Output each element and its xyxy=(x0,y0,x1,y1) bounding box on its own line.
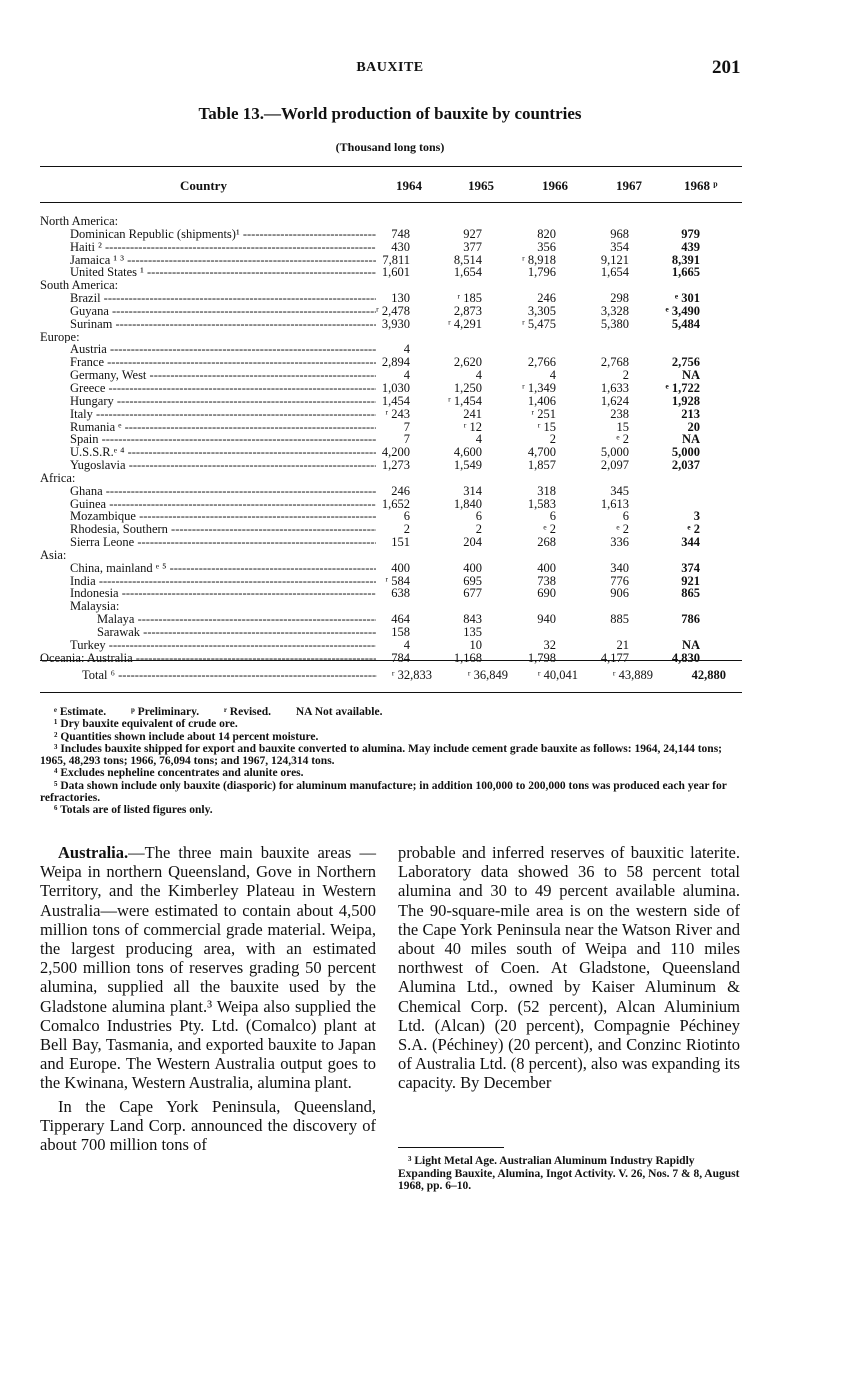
cell-1965: 8,514 xyxy=(453,252,482,267)
table-row xyxy=(40,562,742,575)
legend-na: NA Not available. xyxy=(295,706,383,718)
cell-1965: 1,840 xyxy=(453,496,482,511)
row-label: Haiti ² ----- xyxy=(70,241,376,254)
table-row xyxy=(40,228,742,241)
cell-1968: 2,037 xyxy=(671,458,700,473)
table-row xyxy=(40,587,742,600)
cell-1967: 2,768 xyxy=(600,355,629,370)
cell-1967: 15 xyxy=(616,419,629,434)
row-label: Malaysia: xyxy=(70,600,120,614)
cell-1966: 318 xyxy=(537,483,556,498)
row-label: Ghana ----- xyxy=(70,485,376,498)
section-heading: Australia. xyxy=(58,843,129,862)
column-header-country: Country xyxy=(180,178,227,193)
row-label: Yugoslavia ----- xyxy=(70,459,376,472)
cell-1965: 677 xyxy=(463,586,482,601)
cell-1967: 345 xyxy=(610,483,629,498)
cell-1968: 5,484 xyxy=(671,316,700,331)
table-row xyxy=(40,652,742,665)
cell-1965: 6 xyxy=(475,509,482,524)
cell-1966: 738 xyxy=(537,573,556,588)
row-label: Turkey ----- xyxy=(70,639,376,652)
row-label: Greece ----- xyxy=(70,382,376,395)
column-header-1968: 1968 ᵖ xyxy=(684,178,718,193)
cell-1967: 6 xyxy=(622,509,629,524)
legend-revised: ʳ Revised. xyxy=(223,706,271,718)
total-1964: ʳ 32,833 xyxy=(391,668,432,682)
cell-1966: 400 xyxy=(537,560,556,575)
row-label: Spain ----- xyxy=(70,433,376,446)
table-row xyxy=(40,536,742,549)
row-label: Italy ----- xyxy=(70,408,376,421)
cell-1966: ʳ 1,349 xyxy=(522,380,556,395)
cell-1965: ʳ 12 xyxy=(463,419,482,434)
column-header-1964: 1964 xyxy=(396,178,422,193)
cell-1964: 430 xyxy=(391,239,410,254)
page-footnote: ³ Light Metal Age. Australian Aluminum Industry Rapidly Expanding Bauxite, Alumina, Ingot Activity. V. 26, Nos. 7 & 8, August 1968, pp. 6–10. xyxy=(398,1155,740,1192)
cell-1965: 2,620 xyxy=(453,355,482,370)
cell-1965: 1,168 xyxy=(453,650,482,665)
cell-1965: 377 xyxy=(463,239,482,254)
cell-1966: ʳ 5,475 xyxy=(522,316,556,331)
cell-1964: 1,652 xyxy=(381,496,410,511)
table-footnote: ³ Includes bauxite shipped for export and bauxite converted to alumina. May include cement grade bauxite as follows: 1964, 24,144 tons; 1965, 48,293 tons; 1966, 76,094 tons; and 1967, 124,314 tons. xyxy=(40,742,723,768)
cell-1964: 4 xyxy=(403,342,410,357)
cell-1967: 238 xyxy=(610,406,629,421)
table-total-rule xyxy=(40,660,742,661)
cell-1966: 820 xyxy=(537,226,556,241)
table-header xyxy=(40,178,742,194)
table-footnote: ¹ Dry bauxite equivalent of crude ore. xyxy=(54,718,238,731)
cell-1964: 246 xyxy=(391,483,410,498)
cell-1968: 8,391 xyxy=(671,252,700,267)
table-row xyxy=(40,485,742,498)
cell-1965: 695 xyxy=(463,573,482,588)
total-1966: ʳ 40,041 xyxy=(537,668,578,682)
cell-1965: 1,250 xyxy=(453,380,482,395)
paragraph-text: —The three main bauxite areas —Weipa in northern Queensland, Gove in Northern Territory, and the Kimberley Plateau in Western Australia—were estimated to contain about 4,500 million tons of commercial grade material. Weipa, the largest producing area, with an estimated 2,500 million tons of reserves grading 50 percent alumina, supplied all the bauxite used by the Gladstone alumina plant.³ Weipa also supplied the Comalco Industries Pty. Ltd. (Comalco) plant at Bell Bay, Tasmania, and exported bauxite to Japan and Europe. The Western Australia output goes to the Kwinana, Western Australia, alumina plant. xyxy=(40,843,376,1093)
cell-1968: ᵉ 1,722 xyxy=(665,380,700,395)
cell-1964: 158 xyxy=(391,625,410,639)
table-row xyxy=(40,408,742,421)
cell-1966: 246 xyxy=(537,291,556,306)
cell-1964: 1,601 xyxy=(381,265,410,280)
table-row xyxy=(40,472,742,485)
cell-1967: ᵉ 2 xyxy=(616,522,629,537)
row-label: Asia: xyxy=(40,548,67,562)
paragraph xyxy=(398,843,740,1093)
cell-1966: 690 xyxy=(537,586,556,601)
running-head: BAUXITE xyxy=(356,60,424,75)
table-footnote: ² Quantities shown include about 14 percent moisture. xyxy=(54,730,319,743)
legend-estimate: ᵉ Estimate. xyxy=(54,706,107,718)
row-label: Sarawak ----- xyxy=(97,626,376,639)
cell-1968: ᵉ 301 xyxy=(674,291,700,306)
cell-1965: 2,873 xyxy=(453,303,482,318)
table-top-rule xyxy=(40,166,742,167)
table-row xyxy=(40,331,742,344)
cell-1964: 2,894 xyxy=(381,355,410,370)
cell-1968: 344 xyxy=(681,535,700,550)
cell-1966: ᵉ 2 xyxy=(543,522,556,537)
table-row xyxy=(40,356,742,369)
row-label: Germany, West ----- xyxy=(70,369,376,382)
cell-1966: 32 xyxy=(543,637,556,652)
cell-1965: ʳ 185 xyxy=(457,291,482,306)
table-body xyxy=(40,215,742,665)
table-row xyxy=(40,395,742,408)
row-label: Rumania ᵉ ----- xyxy=(70,421,376,434)
cell-1964: 1,454 xyxy=(381,393,410,408)
cell-1964: ʳ 2,478 xyxy=(376,303,410,318)
cell-1966: ʳ 8,918 xyxy=(522,252,556,267)
row-label: South America: xyxy=(40,279,119,293)
cell-1965: 1,654 xyxy=(453,265,482,280)
cell-1964: 4,200 xyxy=(381,445,410,460)
table-row xyxy=(40,305,742,318)
cell-1967: 336 xyxy=(610,535,629,550)
cell-1967: 298 xyxy=(610,291,629,306)
table-row xyxy=(40,318,742,331)
cell-1968: ᵉ 2 xyxy=(687,522,700,537)
cell-1965: 10 xyxy=(469,637,482,652)
cell-1964: 151 xyxy=(391,535,410,550)
cell-1967: 340 xyxy=(610,560,629,575)
row-label: Indonesia ----- xyxy=(70,587,376,600)
table-row xyxy=(40,382,742,395)
table-row xyxy=(40,549,742,562)
cell-1964: 7,811 xyxy=(382,252,410,267)
row-label: China, mainland ᵉ ⁵ ----- xyxy=(70,562,376,575)
cell-1968: 921 xyxy=(681,573,700,588)
cell-1964: 4 xyxy=(403,637,410,652)
cell-1967: 354 xyxy=(610,239,629,254)
cell-1967: 906 xyxy=(610,586,629,601)
cell-1968: 5,000 xyxy=(671,445,700,460)
row-label: Dominican Republic (shipments)¹ ----- xyxy=(70,228,376,241)
table-footnote: ⁵ Data shown include only bauxite (diasporic) for aluminum manufacture; in addition 100,000 to 200,000 tons was produced each year for refractories. xyxy=(40,779,727,805)
paragraph xyxy=(40,1097,376,1155)
table-notes xyxy=(40,706,745,817)
cell-1968: 786 xyxy=(681,612,700,627)
total-1967: ʳ 43,889 xyxy=(612,668,653,682)
row-label: France ----- xyxy=(70,356,376,369)
cell-1965: 204 xyxy=(463,535,482,550)
table-row xyxy=(40,639,742,652)
cell-1965: ʳ 1,454 xyxy=(448,393,482,408)
row-label: Malaya ----- xyxy=(97,613,376,626)
cell-1964: 3,930 xyxy=(381,316,410,331)
row-label: Mozambique ----- xyxy=(70,510,376,523)
column-header-1965: 1965 xyxy=(468,178,494,193)
cell-1968: 1,665 xyxy=(671,265,700,280)
cell-1966: 4,700 xyxy=(527,445,556,460)
cell-1967: 21 xyxy=(616,637,629,652)
table-row xyxy=(40,626,742,639)
cell-1964: 1,273 xyxy=(381,458,410,473)
footnote-rule xyxy=(398,1147,504,1148)
row-label: Europe: xyxy=(40,330,80,344)
cell-1964: 464 xyxy=(391,612,410,627)
cell-1968: 374 xyxy=(681,560,700,575)
cell-1965: 2 xyxy=(475,522,482,537)
row-label: Hungary ----- xyxy=(70,395,376,408)
row-label: U.S.S.R.ᵉ ⁴ ----- xyxy=(70,446,376,459)
cell-1966: 1,406 xyxy=(527,393,556,408)
row-label: Guyana ----- xyxy=(70,305,376,318)
left-column xyxy=(40,843,376,1154)
cell-1964: 7 xyxy=(403,419,410,434)
cell-1967: 9,121 xyxy=(600,252,629,267)
page-number: 201 xyxy=(712,57,741,78)
cell-1968: 439 xyxy=(681,239,700,254)
table-title: Table 13.—World production of bauxite by countries xyxy=(198,104,582,123)
cell-1968: 2,756 xyxy=(671,355,700,370)
cell-1967: 776 xyxy=(610,573,629,588)
cell-1964: 7 xyxy=(403,432,410,447)
cell-1964: 2 xyxy=(403,522,410,537)
cell-1968: 979 xyxy=(681,226,700,241)
cell-1968: NA xyxy=(681,368,700,383)
table-row xyxy=(40,498,742,511)
cell-1967: 5,380 xyxy=(600,316,629,331)
cell-1965: 4 xyxy=(475,368,482,383)
table-units: (Thousand long tons) xyxy=(335,140,445,154)
cell-1967: 1,633 xyxy=(600,380,629,395)
cell-1965: 400 xyxy=(463,560,482,575)
cell-1966: 1,796 xyxy=(527,265,556,280)
cell-1964: 6 xyxy=(403,509,410,524)
table-total-row xyxy=(40,668,742,682)
cell-1967: 1,624 xyxy=(600,393,629,408)
cell-1966: ʳ 251 xyxy=(531,406,556,421)
cell-1968: NA xyxy=(681,432,700,447)
total-label: Total ⁶ ----- xyxy=(82,668,377,683)
table-bottom-rule xyxy=(40,692,742,693)
table-legend xyxy=(40,706,745,718)
cell-1966: 940 xyxy=(537,612,556,627)
row-label: Austria ----- xyxy=(70,343,376,356)
cell-1966: 268 xyxy=(537,535,556,550)
cell-1967: 3,328 xyxy=(600,303,629,318)
cell-1966: 1,583 xyxy=(527,496,556,511)
cell-1965: 314 xyxy=(463,483,482,498)
table-row xyxy=(40,241,742,254)
table-header-rule xyxy=(40,202,742,203)
cell-1967: 1,654 xyxy=(600,265,629,280)
cell-1968: ᵉ 3,490 xyxy=(665,303,700,318)
cell-1967: 968 xyxy=(610,226,629,241)
cell-1967: 5,000 xyxy=(600,445,629,460)
row-label: Oceania: Australia ----- xyxy=(40,652,376,665)
cell-1965: 843 xyxy=(463,612,482,627)
cell-1966: 2,766 xyxy=(527,355,556,370)
cell-1966: 1,798 xyxy=(527,650,556,665)
cell-1966: 4 xyxy=(549,368,556,383)
cell-1965: 135 xyxy=(463,625,482,639)
cell-1967: 2 xyxy=(622,368,629,383)
paragraph-text: In the Cape York Peninsula, Queensland, Tipperary Land Corp. announced the discovery of about 700 million tons of xyxy=(40,1096,376,1155)
cell-1966: 6 xyxy=(549,509,556,524)
column-header-1967: 1967 xyxy=(616,178,642,193)
table-row xyxy=(40,459,742,472)
cell-1967: 1,613 xyxy=(600,496,629,511)
cell-1966: ʳ 15 xyxy=(537,419,556,434)
cell-1964: 748 xyxy=(391,226,410,241)
cell-1968: NA xyxy=(681,637,700,652)
cell-1968: 865 xyxy=(681,586,700,601)
right-column xyxy=(398,843,740,1093)
cell-1968: 1,928 xyxy=(671,393,700,408)
row-label: United States ¹ ----- xyxy=(70,266,376,279)
column-header-1966: 1966 xyxy=(542,178,568,193)
cell-1964: 784 xyxy=(391,650,410,665)
cell-1966: 1,857 xyxy=(527,458,556,473)
cell-1968: 20 xyxy=(687,419,700,434)
cell-1965: ʳ 4,291 xyxy=(448,316,482,331)
cell-1967: 885 xyxy=(610,612,629,627)
total-1968: 42,880 xyxy=(691,668,726,682)
table-footnote: ⁴ Excludes nepheline concentrates and alunite ores. xyxy=(54,767,304,780)
cell-1966: 3,305 xyxy=(527,303,556,318)
cell-1965: 1,549 xyxy=(453,458,482,473)
cell-1967: ᵉ 2 xyxy=(616,432,629,447)
cell-1968: 213 xyxy=(681,406,700,421)
row-label: Guinea ----- xyxy=(70,498,376,511)
cell-1964: 400 xyxy=(391,560,410,575)
cell-1964: 4 xyxy=(403,368,410,383)
cell-1965: 4 xyxy=(475,432,482,447)
cell-1968: 4,830 xyxy=(671,650,700,665)
row-label: Sierra Leone ----- xyxy=(70,536,376,549)
row-label: Rhodesia, Southern ----- xyxy=(70,523,376,536)
cell-1964: 1,030 xyxy=(381,380,410,395)
table-row xyxy=(40,421,742,434)
row-label: Africa: xyxy=(40,471,76,485)
table-row xyxy=(40,510,742,523)
paragraph-text: probable and inferred reserves of bauxitic laterite. Laboratory data showed 36 to 58 percent total alumina and 30 to 49 percent available alumina. The 90-square-mile area is on the western side of the Cape York Peninsula near the Watson River and about 40 miles south of Weipa and 110 miles northwest of Coen. At Gladstone, Queensland Alumina Ltd., owned by Kaiser Aluminum & Chemical Corp. (52 percent), Alcan Aluminium Ltd. (Alcan) (20 percent), Compagnie Péchiney S.A. (Péchiney) (20 percent), and Conzinc Riotinto of Australia Ltd. (8 percent), also was expanding its capacity. By December xyxy=(398,843,740,1093)
cell-1964: 638 xyxy=(391,586,410,601)
table-row xyxy=(40,215,742,228)
cell-1965: 927 xyxy=(463,226,482,241)
table-footnote: ⁶ Totals are of listed figures only. xyxy=(54,804,213,817)
cell-1965: 4,600 xyxy=(453,445,482,460)
paragraph xyxy=(40,843,376,1093)
cell-1964: ʳ 584 xyxy=(385,573,410,588)
legend-preliminary: ᵖ Preliminary. xyxy=(131,706,200,718)
cell-1968: 3 xyxy=(693,509,700,524)
row-label: Brazil ----- xyxy=(70,292,376,305)
row-label: India ----- xyxy=(70,575,376,588)
row-label: Surinam ----- xyxy=(70,318,376,331)
cell-1965: 241 xyxy=(463,406,482,421)
cell-1967: 4,177 xyxy=(600,650,629,665)
cell-1964: ʳ 243 xyxy=(385,406,410,421)
cell-1966: 2 xyxy=(549,432,556,447)
row-label: Jamaica ¹ ³ ----- xyxy=(70,254,376,267)
cell-1964: 130 xyxy=(391,291,410,306)
cell-1966: 356 xyxy=(537,239,556,254)
row-label: North America: xyxy=(40,215,119,228)
cell-1967: 2,097 xyxy=(600,458,629,473)
total-1965: ʳ 36,849 xyxy=(467,668,508,682)
table-row xyxy=(40,266,742,279)
table-row xyxy=(40,292,742,305)
